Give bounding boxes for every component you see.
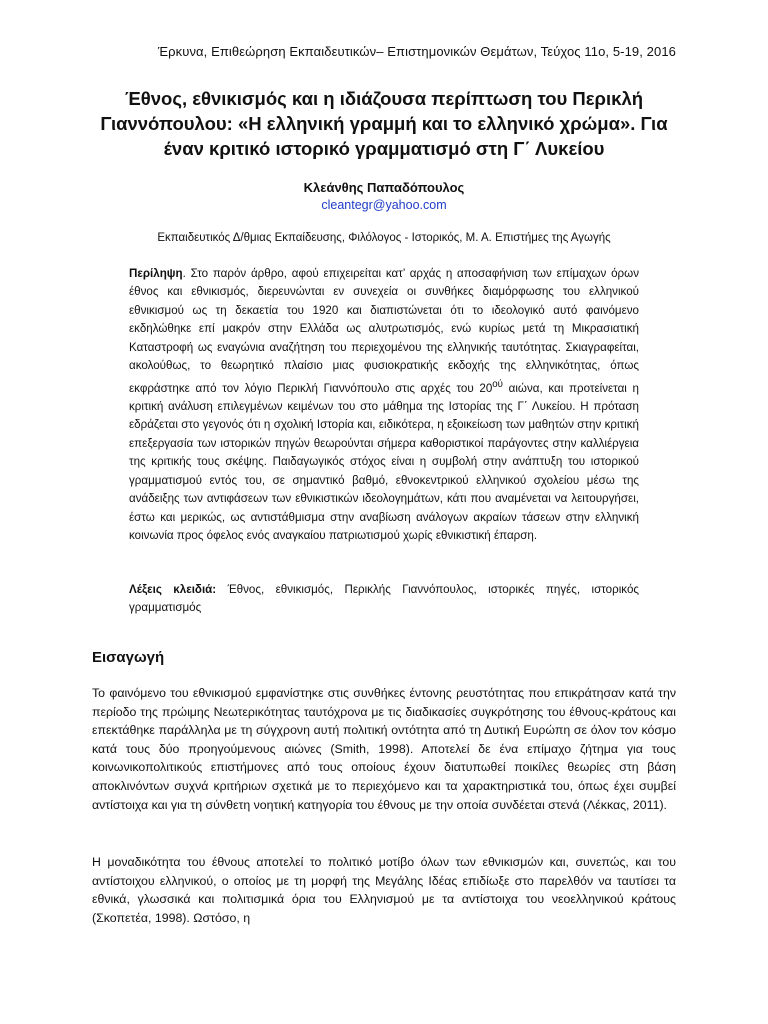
author-name: Κλεάνθης Παπαδόπουλος	[303, 180, 465, 195]
keywords-text: Έθνος, εθνικισμός, Περικλής Γιαννόπουλος, ιστορικές πηγές, ιστορικός γραμματισμός	[129, 583, 639, 615]
abstract-text-part1: . Στο παρόν άρθρο, αφού επιχειρείται κατ’ αρχάς η αποσαφήνιση των επίμαχων όρων έθνος και εθνικισμός, διερευνώνται εν συνεχεία οι συνθήκες διαμόρφωσης του ελληνικού εθνικισμού ως τη δεκαετία του 1920 και διαπιστώνεται ότι το ιδεολογικό αυτό φαινόμενο εκδηλώθηκε επί μακρόν στην Ελλάδα ως αλυτρωτισμός, ενώ κυρίως μετά τη Μικρασιατική Καταστροφή ως εναγώνια αναζήτηση του περιεχομένου της ελληνικής ταυτότητας. Σκιαγραφείται, ακολούθως, το θεωρητικό πλαίσιο μιας φυσιοκρατικής εκδοχής της ελληνικότητας, όπως εκφράστηκε από τον λόγιο Περικλή Γιαννόπουλο στις αρχές του 20	[129, 267, 639, 395]
keywords-label: Λέξεις κλειδιά:	[129, 583, 217, 596]
body-paragraph: Το φαινόμενο του εθνικισμού εμφανίστηκε στις συνθήκες έντονης ρευστότητας που επικράτησαν κατά την περίοδο της πρώιμης Νεωτερικότητας ταυτόχρονα με τις διαδικασίες συγκρότησης του έθνους-κράτους και επεκτάθηκε παράλληλα με τη σύγχρονη αυτή πολιτική οντότητα από τη Δυτική Ευρώπη σε όλον τον κόσμο κατά τους δύο προηγούμενους αιώνες (Smith, 1998). Αποτελεί δε ένα επίμαχο ζήτημα για τους κοινωνικοπολιτικούς επιστήμονες από τους οποίους έχουν διατυπωθεί ποικίλες θεωρίες στη βάση αποκλινόντων συχνά κριτήριων σχετικά με το περιεχόμενο και τα χαρακτηριστικά του, όπως έχει συμβεί αντίστοιχα και για τη σύνθετη νοητική κατηγορία του έθνους με την οποία συνδέεται στενά (Λέκκας, 2011).	[92, 686, 676, 812]
keywords	[129, 581, 639, 618]
body-paragraph: Η μοναδικότητα του έθνους αποτελεί το πολιτικό μοτίβο όλων των εθνικισμών και, συνεπώς, και του αντίστοιχου ελληνικού, ο οποίος με τη μορφή της Μεγάλης Ιδέας επιδίωξε στο παρελθόν να ταυτίσει τα εθνικά, γλωσσικά και πολιτισμικά όρια του Ελληνισμού με τα αντίστοιχα του νεοελληνικού κράτους (Σκοπετέα, 1998). Ωστόσο, η	[92, 855, 676, 925]
journal-citation: Έρκυνα, Επιθεώρηση Εκπαιδευτικών– Επιστημονικών Θεμάτων, Τεύχος 11ο, 5-19, 2016	[157, 44, 676, 59]
abstract-text-part2: αιώνα, και προτείνεται η κριτική ανάλυση επιλεγμένων κειμένων του στο μάθημα της Ιστορίας της Γ΄ Λυκείου. Η πρόταση εδράζεται στο γεγονός ότι η σχολική Ιστορία και, ειδικότερα, η εξοικείωση των μαθητών στην κριτική επεξεργασία των ιστορικών πηγών θεωρούνται σήμερα καθοριστικοί παράγοντες στην καλλιέργεια της κριτικής τους σκέψης. Παιδαγωγικός στόχος είναι η συμβολή στην ανάπτυξη του ιστορικού γραμματισμού εντός του, σε σημαντικό βαθμό, εθνοκεντρικού ελληνικού σχολείου μέσω της ανάδειξης των αντιφάσεων των εθνικιστικών ιδεολογημάτων, κάτι που αναμένεται να λειτουργήσει, έστω και μερικώς, ως αντιστάθμισμα στην αναβίωση ανάλογων ακραίων τάσεων στην ελληνική κοινωνία προς όφελος ενός αναγκαίου πατριωτισμού χωρίς εθνικιστική έπαρση.	[129, 381, 639, 543]
abstract-superscript: ού	[492, 378, 503, 390]
article-title: Έθνος, εθνικισμός και η ιδιάζουσα περίπτωση του Περικλή Γιαννόπουλου: «Η ελληνική γραμμή και το ελληνικό χρώμα». Για έναν κριτικό ιστορικό γραμματισμό στη Γ΄ Λυκείου	[100, 88, 668, 159]
section-heading: Εισαγωγή	[92, 649, 165, 666]
abstract	[129, 265, 639, 546]
abstract-label: Περίληψη	[129, 267, 183, 280]
author-email-link[interactable]: cleantegr@yahoo.com	[321, 198, 447, 212]
author-affiliation: Εκπαιδευτικός Δ/θμιας Εκπαίδευσης, Φιλόλογος - Ιστορικός, Μ. Α. Επιστήμες της Αγωγής	[157, 232, 611, 244]
